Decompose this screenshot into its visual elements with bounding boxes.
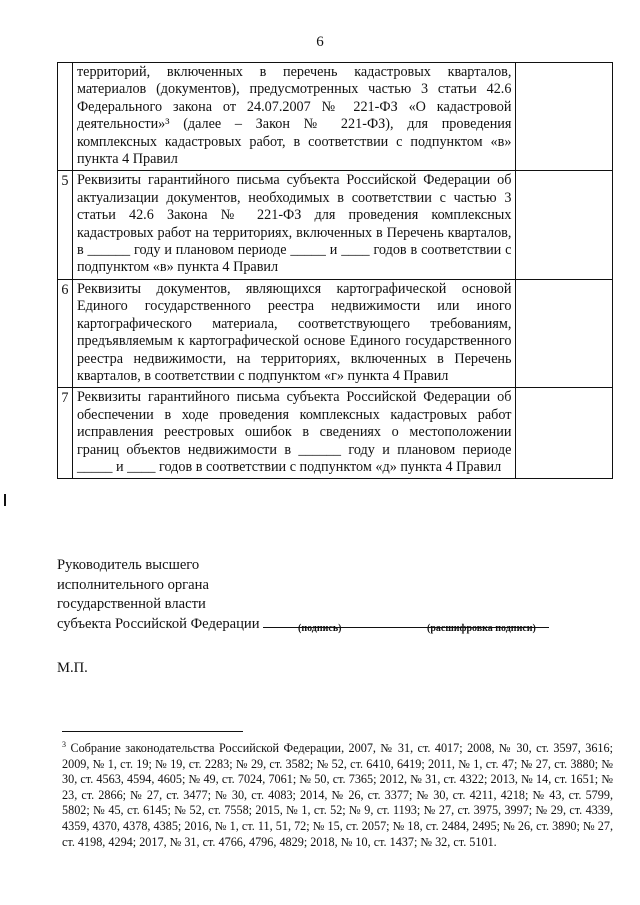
signature-line-3: государственной власти (57, 596, 206, 613)
table-row (58, 279, 613, 387)
requisites-table (57, 62, 613, 479)
row-value-cell (516, 279, 613, 387)
margin-mark (4, 494, 6, 506)
stamp-place: М.П. (57, 660, 88, 676)
page-number: 6 (316, 34, 324, 50)
caption-decoding: (расшифровка подписи) (427, 623, 536, 634)
table-row (58, 171, 613, 279)
table-row (58, 388, 613, 479)
signature-line-1: Руководитель высшего (57, 557, 200, 573)
footnote-divider (62, 731, 243, 732)
row-text: Реквизиты гарантийного письма субъекта Российской Федерации об обеспечении в ходе проведения комплексных кадастровых работ исправления реестровых ошибок в сведениях о местоположении границ объектов недвижимости в ______ году и плановом периоде _____ и ____ годов в соответствии с подпунктом «д» пункта 4 Правил (72, 388, 515, 479)
table-row (58, 63, 613, 171)
row-text: Реквизиты гарантийного письма субъекта Российской Федерации об актуализации документов, необходимых в соответствии с частью 3 статьи 42.6 Закона № 221-ФЗ для проведения комплексных кадастровых работ на территориях, включенных в Перечень кварталов, в ______ году и плановом периоде _____ и ____ годов в соответствии с подпунктом «в» пункта 4 Правил (72, 171, 515, 279)
row-text: Реквизиты документов, являющихся картографической основой Единого государственного реестра недвижимости или иного картографического материала, соответствующего требованиям, предъявляемым к картографической основе Единого государственного реестра недвижимости, на территориях, включенных в Перечень кварталов, в соответствии с подпунктом «г» пункта 4 Правил (72, 279, 515, 387)
row-value-cell (516, 171, 613, 279)
row-text: территорий, включенных в перечень кадастровых кварталов, материалов (документов), предусмотренных частью 3 статьи 42.6 Федерального закона от 24.07.2007 № 221-ФЗ «О кадастровой деятельности»³ (далее – Закон № 221-ФЗ), для проведения комплексных кадастровых работ, в соответствии с подпунктом «в» пункта 4 Правил (72, 63, 515, 171)
row-number: 7 (58, 388, 73, 479)
row-number: 5 (58, 171, 73, 279)
row-number (58, 63, 73, 171)
footnote (62, 737, 613, 850)
signature-line-2: исполнительного органа (57, 576, 209, 593)
footnote-text: Собрание законодательства Российской Федерации, 2007, № 31, ст. 4017; 2008, № 30, ст. 3597, 3616; 2009, № 1, ст. 19; № 19, ст. 2283; № 29, ст. 3582; № 52, ст. 6410, 6419; 2011, № 1, ст. 47; № 27, ст. 3880; № 30, ст. 4563, 4594, 4605; № 49, ст. 7024, 7061; № 50, ст. 7365; 2012, № 31, ст. 4322; 2013, № 14, ст. 1651; № 23, ст. 2866; № 27, ст. 3477; № 30, ст. 4083; 2014, № 26, ст. 3377; № 30, ст. 4211, 4218; № 43, ст. 5799, 5802; № 45, ст. 6145; № 52, ст. 7558; 2015, № 1, ст. 52; № 9, ст. 1193; № 27, ст. 3975, 3997; № 29, ст. 4339, 4359, 4370, 4378, 4385; 2016, № 1, ст. 11, 51, 72; № 15, ст. 2057; № 18, ст. 2484, 2495; № 26, ст. 3890; № 27, ст. 4198, 4294; 2017, № 31, ст. 4766, 4796, 4829; 2018, № 10, ст. 1437; № 32, ст. 5101. (62, 741, 613, 849)
row-value-cell (516, 388, 613, 479)
footnote-mark: 3 (62, 740, 66, 749)
signature-line-4: субъекта Российской Федерации (57, 615, 260, 632)
caption-signature: (подпись) (298, 623, 342, 634)
row-number: 6 (58, 279, 73, 387)
row-value-cell (516, 63, 613, 171)
